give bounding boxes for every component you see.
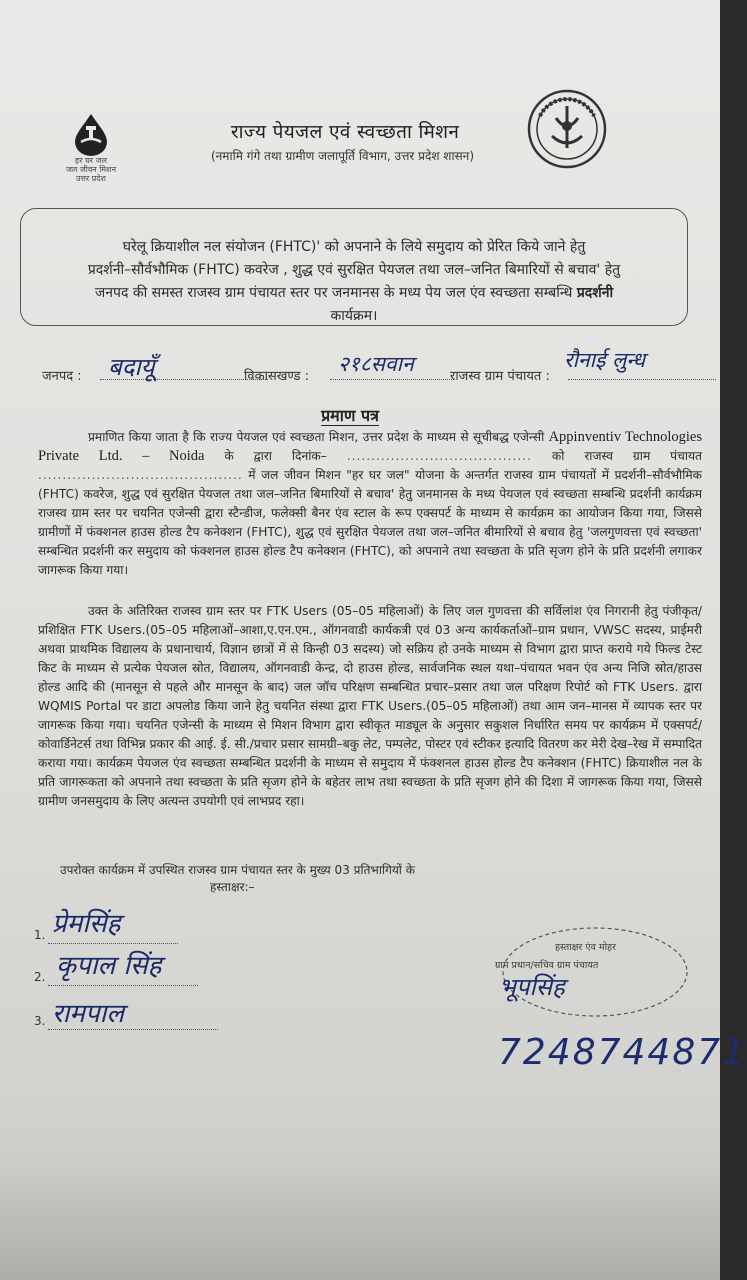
- logo-text-2: जल जीवन मिशन: [65, 165, 117, 174]
- panchayat-value: रौनाई लुन्ध: [564, 348, 646, 372]
- block-line: [330, 378, 454, 380]
- program-line-2: प्रदर्शनी–सौर्वभौमिक (FHTC) कवरेज , शुद्ध एवं सुरक्षित पेयजल तथा जल–जनित बिमारियों से बचाव' हेतु: [87, 262, 621, 278]
- signature-1: प्रेमसिंह: [52, 909, 121, 939]
- up-government-seal: [526, 88, 608, 170]
- signatures-intro-label: हस्ताक्षर:–: [210, 880, 255, 894]
- signature-2-number: 2.: [34, 970, 46, 984]
- page-title: राज्य पेयजल एवं स्वच्छता मिशन: [230, 121, 460, 143]
- p1-body: में जल जीवन मिशन "हर घर जल" योजना के अन्तर्गत राजस्व ग्राम पंचायतों में प्रदर्शनी–सौर्वभौमिक (FHTC) कवरेज, शुद्ध एवं सुरक्षित पेयजल तथा जल–जनित बिमारियों से बचाव' हेतु जनमानस के मध्य पेयजल एवं स्वच्छता सम्बन्धि प्रदर्शनी कार्यक्रम राजस्व ग्राम स्तर पर चयनित एजेन्सी द्वारा स्टैन्डीज, फलेक्सी बैनर एंव स्टाल के रूप एक्सपर्ट के माध्यम से कार्यक्रम का आयोजन किया गया, जिससे ग्रामीणों में फंक्शनल हाउस होल्ड टैप कनेक्शन (FHTC), शुद्ध एवं सुरक्षित पेयजल तथा जल–जनित बीमारियों से बचाव हेतु 'जलगुणवत्ता एवं स्वच्छता' सम्बन्धित प्रदर्शनी कर समुदाय को फंक्शनल हाउस होल्ड टैप कनेक्शन (FHTC), को अपनाने तथा स्वच्छता के प्रति सृजग होने के प्रति प्रदर्शनी लगाकर जागरूक किया गया।: [38, 468, 703, 577]
- jal-jeevan-mission-logo: [52, 112, 130, 212]
- agency-name: Appinventiv Technologies Private Ltd. – Noida: [38, 429, 702, 464]
- stamp-line-2: ग्राम प्रधान/सचिव ग्राम पंचायत: [495, 960, 599, 971]
- p2-body: उक्त के अतिरिक्त राजस्व ग्राम स्तर पर FTK Users (05–05 महिलाओं) के लिए जल गुणवत्ता की सर्विलांश एंव निगरानी हेतु पंजीकृत/प्रशिक्षित FTK Users.(05–05 महिलाओं–आशा,ए.एन.एम., ऑगनवाडी कार्यकत्री एवं 03 अन्य कार्यकर्ताओं–ग्राम प्रधान, VWSC सदस्य, प्राईमरी अथवा प्राथमिक विद्यालय के प्रधानाचार्य, विज्ञान छात्रों में से किन्ही 03 सदस्य) जो सक्रिय हो उनके माध्यम से विभाग द्वारा प्राप्त कराये गये फिल्ड टेस्ट किट के माध्यम से प्रत्येक पेयजल स्रोत, विद्यालय, ऑगनवाडी केन्द्र, दो हाउस होल्ड, सार्वजनिक स्थल यथा–पंचायत भवन एंव अन्य निजि स्रोत/हाउस होल्ड आदि की (मानसून से पहले और मानसून के बाद) जल जॉच परिक्षण सम्बन्धित प्रचार–प्रसार तथा जल परिक्षण रिपोर्ट को FTK Users. द्वारा WQMIS Portal पर डाटा अपलोड किया जाने हेतु चयनित संस्था द्वारा FTK Users.(05–05 महिलाओं) तथा आम जन–मानस में व्यापक स्तर पर जागरूक किया गया। चयनित एजेन्सी के माध्यम से मिशन विभाग द्वारा स्वीकृत माड्यूल के अनुसार सकुशल निर्धारित समय पर कार्यक्रम में एक्सपर्ट/कोवार्डिनेटर्स तथा विभिन्न प्रकार की आई. ई. सी./प्रचार प्रसार सामग्री–बकु लेट, पम्पलेट, पोस्टर एवं स्टीकर इत्यादि वितरण कर मेरी देख–रेख में सम्पादित कराया गया। कार्यक्रम पेयजल एंव स्वच्छता सम्बन्धित प्रदर्शनी के माध्यम से समुदाय में फंक्शनल हाउस होल्ड टैप कनेक्शन (FHTC) क्रियाशील नल के प्रति जागरूकता को अपनाने तथा स्वच्छता के प्रति सृजग होने के बहेतर लाभ तथा स्वच्छता के प्रति सृजग होने की दिशा में जागरूक किया गया, जिससे ग्रामीण जनसमुदाय के लिए अत्यन्त उपयोगी एवं लाभप्रद रहा।: [38, 604, 702, 808]
- water-drop-icon: [71, 112, 111, 156]
- signature-1-line: [48, 942, 178, 944]
- signatures-intro: [60, 862, 480, 896]
- photo-shadow: [0, 1160, 720, 1280]
- signatures-intro-line: उपरोक्त कार्यक्रम में उपस्थित राजस्व ग्राम पंचायत स्तर के मुख्य 03 प्रतिभागियों के: [60, 863, 415, 877]
- signature-3: रामपाल: [52, 999, 125, 1029]
- block-label: विकासखण्ड :: [244, 369, 310, 384]
- paragraph-2: [38, 602, 702, 811]
- p1-date-text: के द्वारा दिनांक–: [224, 449, 327, 463]
- pradhan-stamp: [495, 922, 700, 1022]
- signature-2-line: [48, 984, 198, 986]
- panchayat-label: राजस्व ग्राम पंचायत :: [450, 369, 550, 384]
- program-line-1: घरेलू क्रियाशील नल संयोजन (FHTC)' को अपनाने के लिये समुदाय को प्रेरित किये जाने हेतु: [122, 239, 586, 255]
- district-label: जनपद :: [42, 369, 82, 384]
- paragraph-1: प्रमाणित किया जाता है कि राज्य पेयजल एवं स्वच्छता मिशन, उत्तर प्रदेश के माध्यम से सूचीबद्ध एजेन्सी Appinventiv Technologies Private Ltd. – Noida के द्वारा दिनांक– ...................................... को राजस्व ग्राम पंचायत .......................................... में जल जीवन मिशन "हर घर जल" योजना के अन्तर्गत राजस्व ग्राम पंचायतों में प्रदर्शनी–सौर्वभौमिक (FHTC) कवरेज, शुद्ध एवं सुरक्षित पेयजल तथा जल–जनित बिमारियों से बचाव' हेतु जनमानस के मध्य पेयजल एवं स्वच्छता सम्बन्धि प्रदर्शनी कार्यक्रम राजस्व ग्राम स्तर पर चयनित एजेन्सी द्वारा स्टैन्डीज, फलेक्सी बैनर एंव स्टाल के रूप एक्सपर्ट के माध्यम से कार्यक्रम का आयोजन किया गया, जिससे ग्रामीणों में फंक्शनल हाउस होल्ड टैप कनेक्शन (FHTC), शुद्ध एवं सुरक्षित पेयजल तथा जल–जनित बीमारियों से बचाव हेतु 'जलगुणवत्ता एवं स्वच्छता' सम्बन्धित प्रदर्शनी कर समुदाय को फंक्शनल हाउस होल्ड टैप कनेक्शन (FHTC), को अपनाने तथा स्वच्छता के प्रति सृजग होने के प्रति प्रदर्शनी लगाकर जागरूक किया गया।: [38, 429, 703, 577]
- phone-number: 7248744871: [498, 1032, 747, 1073]
- stamp-line-1: हस्ताक्षर एंव मोहर: [555, 942, 616, 953]
- p1-panchayat-text: को राजस्व ग्राम पंचायत: [551, 449, 702, 463]
- signature-1-number: 1.: [34, 928, 46, 942]
- block-value: २१८सवान: [338, 352, 414, 376]
- signature-3-number: 3.: [34, 1014, 46, 1028]
- seal-emblem-icon: [526, 88, 608, 170]
- program-line-4: कार्यक्रम।: [330, 308, 378, 324]
- page-subtitle: (नमामि गंगे तथा ग्रामीण जलापूर्ति विभाग, उत्तर प्रदेश शासन): [210, 149, 475, 163]
- program-description: [34, 236, 674, 328]
- pradhan-signature: भूपसिंह: [499, 973, 565, 1001]
- certificate-title: प्रमाण पत्र: [321, 406, 379, 425]
- location-fields: [30, 348, 720, 384]
- logo-text-3: उत्तर प्रदेश: [76, 174, 106, 183]
- signature-2: कृपाल सिंह: [56, 951, 162, 981]
- p1-intro: प्रमाणित किया जाता है कि राज्य पेयजल एवं स्वच्छता मिशन, उत्तर प्रदेश के माध्यम से सूचीबद्ध एजेन्सी: [88, 430, 545, 444]
- district-value: बदायूँ: [108, 353, 155, 381]
- logo-text-1: हर घर जल: [75, 156, 107, 165]
- program-line-3: जनपद की समस्त राजस्व ग्राम पंचायत स्तर पर जनमानस के मध्य पेय जल एंव स्वच्छता सम्बन्धि प्रदर्शनी: [94, 285, 614, 301]
- panchayat-line: [568, 378, 716, 380]
